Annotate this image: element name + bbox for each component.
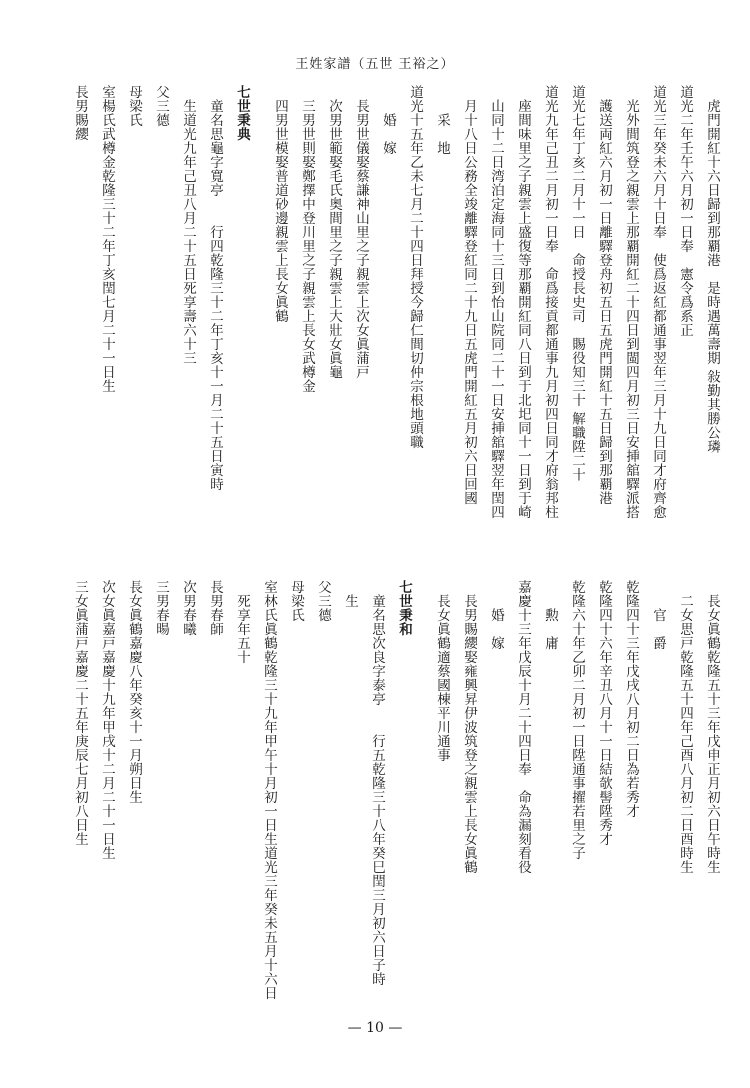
top-column-7: 座間味里之子親雲上盛復等那覇開紅同八日到于北圯同十一日到于崎 <box>515 99 531 519</box>
top-column-23: 室楊氏武樽金乾隆三十二年丁亥閏七月二十一日生 <box>99 85 115 393</box>
bottom-column-18: 死享年五十 <box>234 594 250 664</box>
top-column-15: 三男世則娶鄭擇中登川里之子親雲上長女武樽金 <box>299 99 315 393</box>
top-column-2: 道光三年癸未六月十日奉 使爲返紅都通事翌年三月十九日同才府齊愈 <box>650 85 666 519</box>
top-column-11: 道光十五年乙未七月二十四日拜授今歸仁間切仲宗根地頭職 <box>407 85 423 449</box>
bottom-columns <box>45 580 725 1050</box>
bottom-column-12: 七世秉和 <box>396 580 412 636</box>
top-column-4: 護送両紅六月初一日離驛登舟初五日五虎門開紅十五日歸到那覇港 <box>596 99 612 505</box>
top-column-22: 母梁氏 <box>126 85 142 127</box>
bottom-column-8: 婚 嫁 <box>488 608 504 650</box>
top-column-14: 次男世範娶毛氏奥間里之子親雲上大壯女眞龜 <box>326 99 342 379</box>
bottom-column-24: 三女眞蒲戸嘉慶二十五年庚辰七月初八日生 <box>72 580 88 846</box>
bottom-column-13: 童名思次良字泰亭 行五乾隆三十八年癸巳閏三月初六日子時 <box>369 594 385 986</box>
bottom-column-17: 室林氏眞鶴乾隆三十九年甲午十月初一日生道光三年癸未五月十六日 <box>261 580 277 1000</box>
bottom-column-0: 長女眞鶴乾隆五十三年戊申正月初六日午時生 <box>704 594 720 874</box>
top-column-20: 生道光九年己丑八月二十五日死享壽六十三 <box>180 99 196 365</box>
top-column-10: 采 地 <box>434 113 450 155</box>
bottom-column-1: 二女思戸乾隆五十四年己酉八月初二日酉時生 <box>677 594 693 874</box>
top-column-24: 長男賜纓 <box>72 85 88 141</box>
bottom-column-19: 長男春師 <box>207 580 223 636</box>
bottom-column-10: 長女眞鶴適蔡國棟平川通事 <box>434 594 450 762</box>
bottom-column-23: 次女眞嘉戸嘉慶十九年甲戌十二月二十一日生 <box>99 580 115 860</box>
bottom-column-22: 長女眞鶴嘉慶八年癸亥十一月朔日生 <box>126 580 142 804</box>
top-columns <box>45 85 725 555</box>
top-column-21: 父三德 <box>153 85 169 127</box>
top-column-12: 婚 嫁 <box>380 113 396 155</box>
top-column-8: 山同十二日湾泊定海同十三日到怡山院同二十一日安挿舘驛翌年閏四 <box>488 99 504 519</box>
bottom-column-16: 母梁氏 <box>288 580 304 622</box>
top-column-6: 道光九年己丑二月初一日奉 命爲接貢都通事九月初四日同才府翁邦柱 <box>542 85 558 519</box>
top-column-9: 月十八日公務全竣離驛登紅同二十九日五虎門開紅五月初六日回國 <box>461 99 477 505</box>
bottom-column-6: 勲 庸 <box>542 608 558 650</box>
bottom-column-4: 乾隆四十六年辛丑八月十一日結欹髻陞秀才 <box>596 580 612 846</box>
bottom-column-15: 父三德 <box>315 580 331 622</box>
bottom-column-9: 長男賜纓娶雍興昇伊波筑登之親雲上長女眞鶴 <box>461 594 477 874</box>
bottom-text-block <box>45 580 725 1050</box>
top-column-16: 四男世模娶普道砂邊親雲上長女眞鶴 <box>272 99 288 323</box>
bottom-column-20: 次男春曦 <box>180 580 196 636</box>
bottom-column-7: 嘉慶十三年戊辰十月二十四日奉 命為漏刻看役 <box>515 580 531 874</box>
top-column-17 <box>256 85 266 555</box>
bottom-column-2: 官 爵 <box>650 608 666 650</box>
top-column-5: 道光七年丁亥二月十一日 命授長史司 賜役知三十 解職陞二十 <box>569 85 585 482</box>
bottom-column-11 <box>418 580 428 1050</box>
page-header: 王姓家譜（五世 王裕之） <box>295 57 455 72</box>
top-column-3: 光外間筑登之親雲上那覇開紅二十四日到閩四月初三日安挿舘驛派搭 <box>623 99 639 519</box>
bottom-column-14: 生 <box>342 594 358 608</box>
top-column-0: 虎門開紅十六日歸到那覇港 是時遇萬壽期 敍勤其勝公璘 <box>704 99 720 454</box>
top-column-13: 長男世儀娶蔡謙神山里之子親雲上次女眞蒲戸 <box>353 99 369 379</box>
top-column-1: 道光二年壬午六月初一日奉 憲令爲系正 <box>677 85 693 337</box>
bottom-column-21: 三男春暘 <box>153 580 169 636</box>
page-number: — 10 — <box>347 1020 403 1036</box>
top-column-18: 七世秉典 <box>234 85 250 141</box>
bottom-column-3: 乾隆四十三年戊戌八月初二日為若秀才 <box>623 580 639 818</box>
top-column-19: 童名思龜字寬亭 行四乾隆三十二年丁亥十一月二十五日寅時 <box>207 99 223 491</box>
bottom-column-5: 乾隆六十年乙卯二月初一日陞通事擢若里之子 <box>569 580 585 860</box>
top-text-block <box>45 85 725 555</box>
